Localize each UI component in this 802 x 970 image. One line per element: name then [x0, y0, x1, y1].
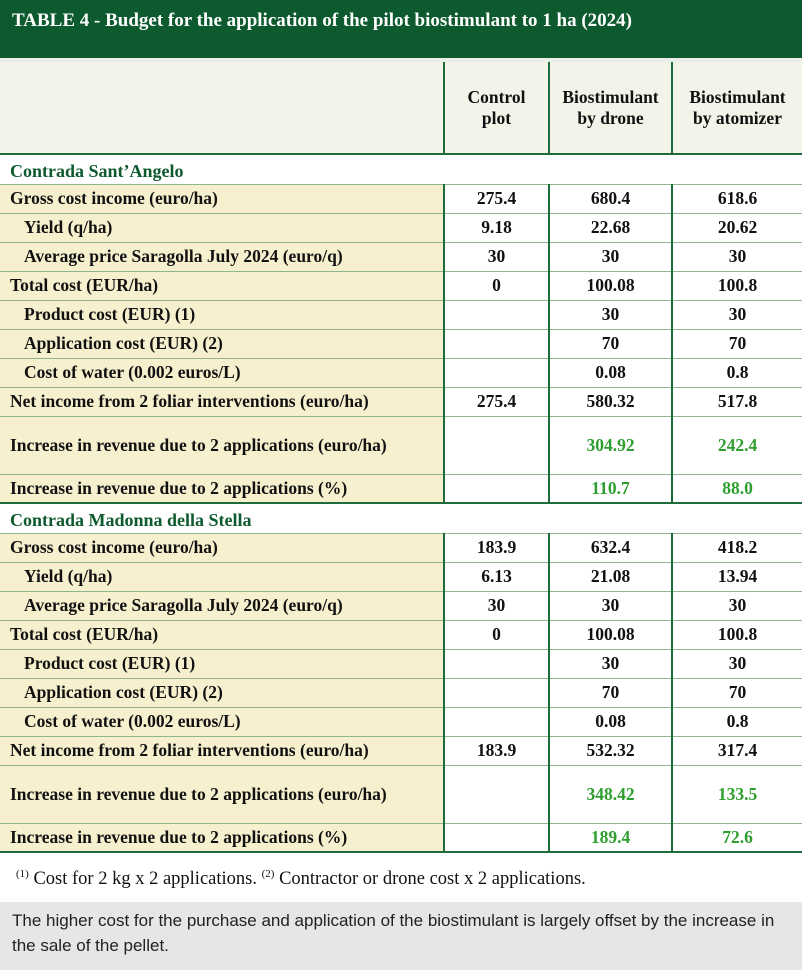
row-value — [444, 649, 549, 678]
table-row — [0, 213, 802, 242]
row-value: 304.92 — [549, 416, 672, 474]
row-value — [444, 823, 549, 852]
row-value: 133.5 — [672, 765, 802, 823]
row-value: 30 — [549, 591, 672, 620]
column-header-control — [444, 62, 549, 154]
row-value: 30 — [672, 300, 802, 329]
row-label: Average price Saragolla July 2024 (euro/q) — [0, 242, 444, 271]
row-label: Increase in revenue due to 2 applications (euro/ha) — [0, 416, 444, 474]
row-value: 30 — [672, 649, 802, 678]
row-value: 532.32 — [549, 736, 672, 765]
row-value: 30 — [672, 242, 802, 271]
row-value: 70 — [549, 329, 672, 358]
row-value: 348.42 — [549, 765, 672, 823]
row-value: 110.7 — [549, 474, 672, 503]
column-header-atomizer-line2: by atomizer — [693, 107, 782, 128]
table-row — [0, 387, 802, 416]
row-label: Gross cost income (euro/ha) — [0, 533, 444, 562]
row-label: Gross cost income (euro/ha) — [0, 184, 444, 213]
row-value: 20.62 — [672, 213, 802, 242]
table-row — [0, 184, 802, 213]
row-value: 9.18 — [444, 213, 549, 242]
row-value — [444, 416, 549, 474]
row-value: 30 — [444, 242, 549, 271]
row-value: 189.4 — [549, 823, 672, 852]
row-label: Yield (q/ha) — [0, 213, 444, 242]
row-label: Cost of water (0.002 euros/L) — [0, 707, 444, 736]
row-value: 275.4 — [444, 387, 549, 416]
row-value: 632.4 — [549, 533, 672, 562]
section-title: Contrada Madonna della Stella — [0, 503, 802, 533]
column-header-control-line2: plot — [481, 107, 512, 128]
row-value: 317.4 — [672, 736, 802, 765]
row-label: Net income from 2 foliar interventions (euro/ha) — [0, 736, 444, 765]
table-row — [0, 620, 802, 649]
table-row — [0, 416, 802, 474]
row-value — [444, 474, 549, 503]
row-value: 183.9 — [444, 736, 549, 765]
row-value: 100.08 — [549, 271, 672, 300]
section-header-row — [0, 154, 802, 184]
row-value: 242.4 — [672, 416, 802, 474]
table-row — [0, 678, 802, 707]
budget-table — [0, 62, 802, 853]
row-value: 618.6 — [672, 184, 802, 213]
row-value: 30 — [444, 591, 549, 620]
footnote — [16, 868, 586, 890]
column-header-atomizer-line1: Biostimulant — [689, 86, 786, 107]
row-value: 30 — [672, 591, 802, 620]
row-label: Increase in revenue due to 2 applications (euro/ha) — [0, 765, 444, 823]
row-value: 100.8 — [672, 271, 802, 300]
table-row — [0, 242, 802, 271]
row-label: Net income from 2 foliar interventions (euro/ha) — [0, 387, 444, 416]
row-value: 70 — [672, 678, 802, 707]
section-title: Contrada Sant’Angelo — [0, 154, 802, 184]
row-value: 70 — [672, 329, 802, 358]
footnote-text-2: Contractor or drone cost x 2 applications. — [279, 869, 586, 890]
row-value: 70 — [549, 678, 672, 707]
row-value: 517.8 — [672, 387, 802, 416]
row-label: Total cost (EUR/ha) — [0, 620, 444, 649]
row-value: 100.08 — [549, 620, 672, 649]
row-value — [444, 329, 549, 358]
table-row — [0, 591, 802, 620]
row-value: 30 — [549, 242, 672, 271]
row-value: 275.4 — [444, 184, 549, 213]
row-value — [444, 765, 549, 823]
row-label: Application cost (EUR) (2) — [0, 329, 444, 358]
table-row — [0, 736, 802, 765]
row-value: 6.13 — [444, 562, 549, 591]
row-value: 72.6 — [672, 823, 802, 852]
table-title: TABLE 4 - Budget for the application of the pilot biostimulant to 1 ha (2024) — [0, 0, 802, 58]
column-header-control-line1: Control — [467, 86, 526, 107]
row-label: Increase in revenue due to 2 applications (%) — [0, 823, 444, 852]
table-row — [0, 358, 802, 387]
row-value — [444, 300, 549, 329]
row-value: 183.9 — [444, 533, 549, 562]
footnote-mark-2: (2) — [261, 868, 275, 880]
row-value: 13.94 — [672, 562, 802, 591]
table-row — [0, 562, 802, 591]
row-label: Increase in revenue due to 2 applications (%) — [0, 474, 444, 503]
column-header-atomizer — [672, 62, 802, 154]
row-value: 88.0 — [672, 474, 802, 503]
row-label: Application cost (EUR) (2) — [0, 678, 444, 707]
row-value — [444, 707, 549, 736]
section-header-row — [0, 503, 802, 533]
row-value: 0.08 — [549, 358, 672, 387]
row-value — [444, 358, 549, 387]
row-label: Product cost (EUR) (1) — [0, 300, 444, 329]
row-value: 0.8 — [672, 358, 802, 387]
column-header-blank — [0, 62, 444, 154]
row-value: 0.8 — [672, 707, 802, 736]
table-row — [0, 649, 802, 678]
table-row — [0, 329, 802, 358]
footnote-mark-1: (1) — [16, 868, 29, 880]
column-header-drone — [549, 62, 672, 154]
row-label: Product cost (EUR) (1) — [0, 649, 444, 678]
table-row — [0, 707, 802, 736]
row-value: 0.08 — [549, 707, 672, 736]
summary-note: The higher cost for the purchase and application of the biostimulant is largely offset by the increase in the sale of the pellet. — [0, 902, 802, 970]
row-label: Total cost (EUR/ha) — [0, 271, 444, 300]
table-row — [0, 300, 802, 329]
row-value — [444, 678, 549, 707]
row-label: Yield (q/ha) — [0, 562, 444, 591]
row-value: 30 — [549, 300, 672, 329]
row-value: 0 — [444, 620, 549, 649]
column-header-drone-line2: by drone — [577, 107, 644, 128]
row-value: 100.8 — [672, 620, 802, 649]
row-value: 680.4 — [549, 184, 672, 213]
row-value: 418.2 — [672, 533, 802, 562]
footnote-text-1: Cost for 2 kg x 2 applications. — [33, 869, 257, 890]
row-value: 580.32 — [549, 387, 672, 416]
row-value: 30 — [549, 649, 672, 678]
row-value: 22.68 — [549, 213, 672, 242]
table-row — [0, 474, 802, 503]
row-label: Average price Saragolla July 2024 (euro/q) — [0, 591, 444, 620]
column-header-row — [0, 62, 802, 154]
row-label: Cost of water (0.002 euros/L) — [0, 358, 444, 387]
column-header-drone-line1: Biostimulant — [562, 86, 659, 107]
table-row — [0, 271, 802, 300]
table-row — [0, 823, 802, 852]
row-value: 0 — [444, 271, 549, 300]
table-row — [0, 533, 802, 562]
table-row — [0, 765, 802, 823]
row-value: 21.08 — [549, 562, 672, 591]
